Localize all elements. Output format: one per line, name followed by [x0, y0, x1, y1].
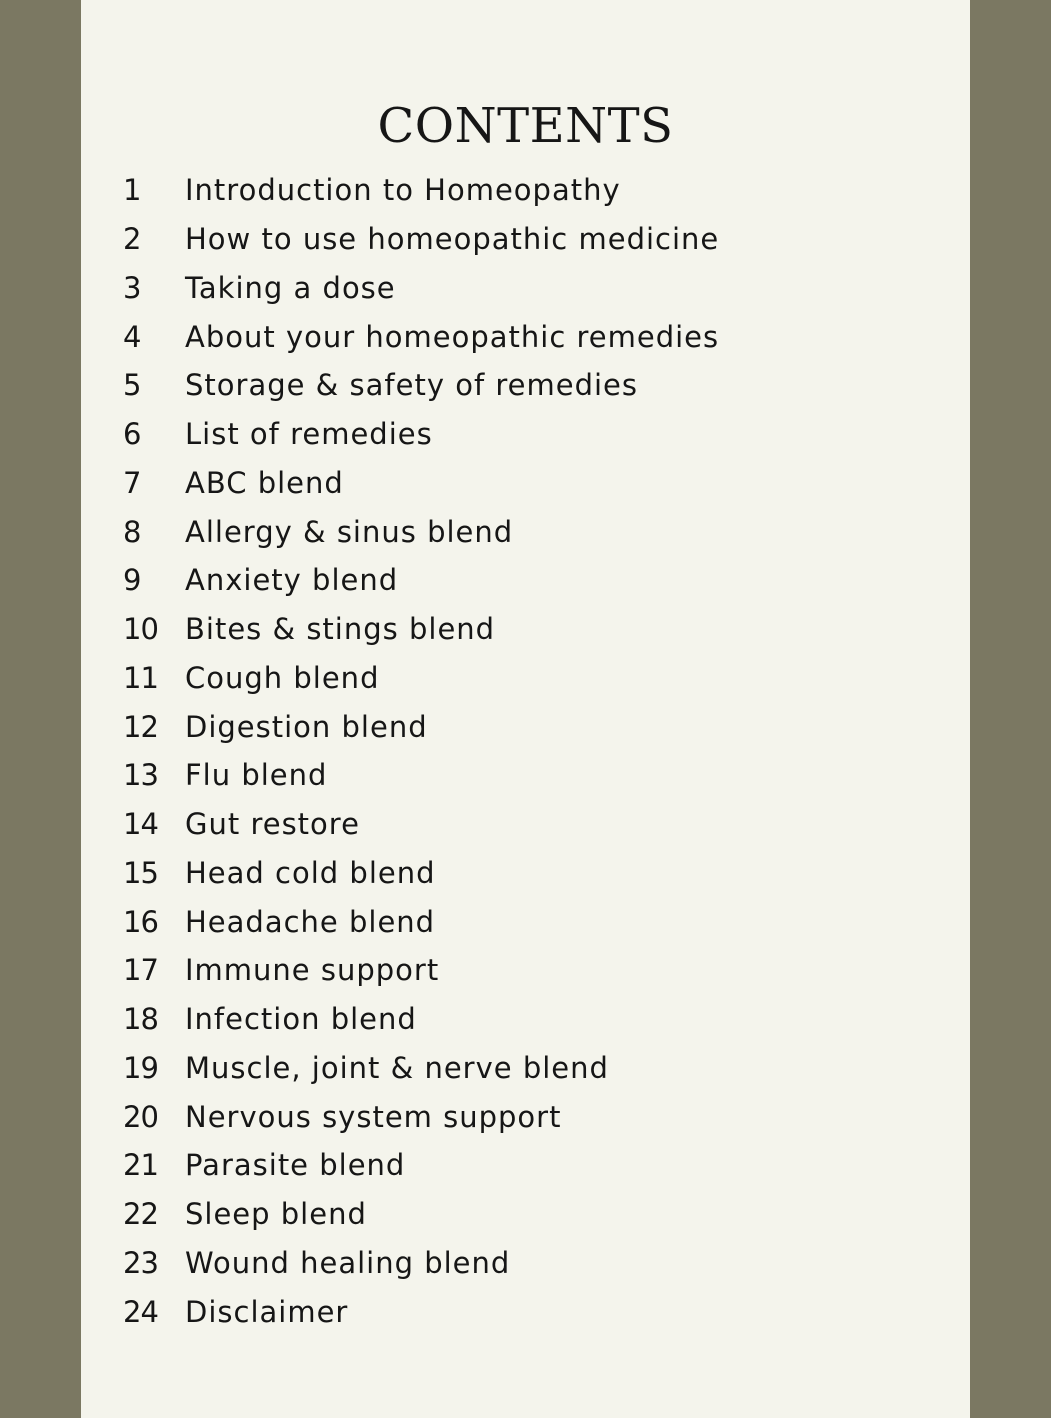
toc-entry-number: 17 — [123, 953, 158, 988]
toc-entry-number: 18 — [123, 1002, 158, 1037]
toc-entry-label: Sleep blend — [185, 1197, 367, 1232]
toc-entry-label: Infection blend — [185, 1002, 417, 1037]
toc-entry[interactable] — [123, 556, 923, 605]
toc-entry-number: 20 — [123, 1099, 158, 1134]
toc-entry[interactable] — [123, 605, 923, 654]
toc-entry-number: 14 — [123, 807, 158, 842]
toc-entry[interactable] — [123, 800, 923, 849]
toc-entry[interactable] — [123, 654, 923, 703]
toc-entry[interactable] — [123, 946, 923, 995]
toc-entry[interactable] — [123, 410, 923, 459]
toc-entry[interactable] — [123, 361, 923, 410]
toc-entry[interactable] — [123, 1239, 923, 1288]
toc-entry-label: Head cold blend — [185, 855, 436, 890]
toc-entry[interactable] — [123, 215, 923, 264]
toc-entry[interactable] — [123, 1044, 923, 1093]
toc-entry-label: Storage & safety of remedies — [185, 368, 639, 403]
toc-entry[interactable] — [123, 166, 923, 215]
toc-entry-label: List of remedies — [185, 417, 433, 452]
toc-entry-label: Taking a dose — [185, 270, 396, 305]
toc-entry-number: 1 — [123, 173, 141, 208]
toc-entry[interactable] — [123, 312, 923, 361]
toc-entry-label: Headache blend — [185, 904, 436, 939]
toc-entry-number: 10 — [123, 612, 158, 647]
table-of-contents — [123, 166, 923, 1336]
toc-entry-number: 23 — [123, 1245, 158, 1280]
toc-entry-number: 2 — [123, 222, 141, 257]
toc-entry[interactable] — [123, 264, 923, 313]
toc-entry-label: Nervous system support — [185, 1099, 562, 1134]
toc-entry-label: Gut restore — [185, 807, 360, 842]
toc-entry-label: About your homeopathic remedies — [185, 319, 720, 354]
toc-entry-label: How to use homeopathic medicine — [185, 222, 720, 257]
toc-entry[interactable] — [123, 702, 923, 751]
toc-entry[interactable] — [123, 1287, 923, 1336]
toc-entry-number: 8 — [123, 514, 141, 549]
toc-entry-label: Disclaimer — [185, 1294, 349, 1329]
toc-entry-label: Allergy & sinus blend — [185, 514, 514, 549]
toc-entry-label: Muscle, joint & nerve blend — [185, 1050, 609, 1085]
toc-entry[interactable] — [123, 995, 923, 1044]
toc-entry-number: 3 — [123, 270, 141, 305]
toc-entry-label: Immune support — [185, 953, 440, 988]
toc-entry-number: 12 — [123, 709, 158, 744]
toc-entry-number: 4 — [123, 319, 141, 354]
toc-entry[interactable] — [123, 1190, 923, 1239]
toc-entry-label: Anxiety blend — [185, 563, 399, 598]
toc-entry[interactable] — [123, 751, 923, 800]
toc-entry-number: 21 — [123, 1148, 158, 1183]
contents-page — [81, 0, 970, 1418]
toc-entry-number: 22 — [123, 1197, 158, 1232]
toc-entry-number: 19 — [123, 1050, 158, 1085]
toc-entry-number: 5 — [123, 368, 141, 403]
toc-entry-number: 13 — [123, 758, 158, 793]
toc-entry[interactable] — [123, 897, 923, 946]
toc-entry-number: 15 — [123, 855, 158, 890]
toc-entry-label: Bites & stings blend — [185, 612, 496, 647]
toc-entry-number: 9 — [123, 563, 141, 598]
toc-entry-label: ABC blend — [185, 465, 344, 500]
toc-entry[interactable] — [123, 459, 923, 508]
toc-entry-label: Wound healing blend — [185, 1245, 511, 1280]
toc-entry[interactable] — [123, 849, 923, 898]
toc-entry-label: Cough blend — [185, 660, 380, 695]
toc-entry-label: Parasite blend — [185, 1148, 406, 1183]
toc-entry-label: Digestion blend — [185, 709, 428, 744]
toc-entry[interactable] — [123, 1092, 923, 1141]
page-title: CONTENTS — [377, 98, 674, 154]
toc-entry[interactable] — [123, 507, 923, 556]
toc-entry-number: 24 — [123, 1294, 158, 1329]
toc-entry-number: 7 — [123, 465, 141, 500]
toc-entry-label: Flu blend — [185, 758, 328, 793]
toc-entry-label: Introduction to Homeopathy — [185, 173, 621, 208]
toc-entry-number: 11 — [123, 660, 158, 695]
toc-entry[interactable] — [123, 1141, 923, 1190]
toc-entry-number: 16 — [123, 904, 158, 939]
toc-entry-number: 6 — [123, 417, 141, 452]
